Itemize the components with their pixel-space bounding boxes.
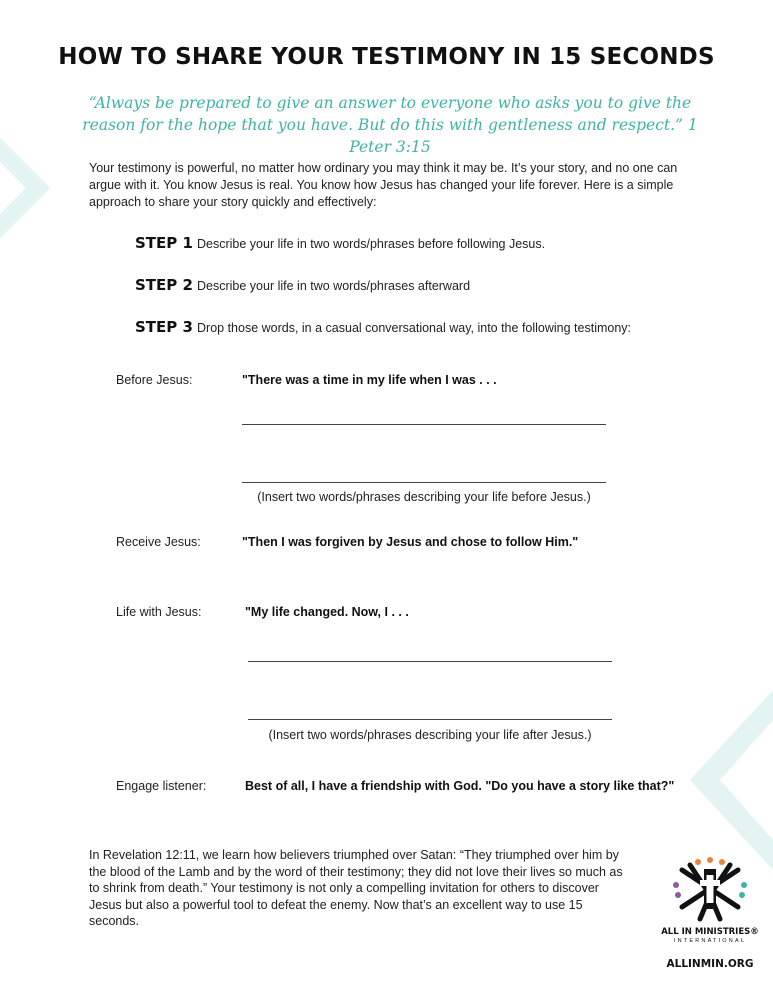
step-3 xyxy=(135,318,631,336)
receive-jesus-statement: "Then I was forgiven by Jesus and chose to follow Him." xyxy=(242,535,579,549)
step-1-text: Describe your life in two words/phrases before following Jesus. xyxy=(197,237,546,251)
right-chevron-decoration xyxy=(690,690,773,880)
after-blank-line-1[interactable] xyxy=(248,661,612,662)
step-1 xyxy=(135,234,545,252)
before-jesus-label: Before Jesus: xyxy=(116,373,193,387)
closing-paragraph: In Revelation 12:11, we learn how believers triumphed over Satan: “They triumphed over him by the blood of the Lamb and by the word of their testimony; they did not love their lives so much as to shrink from death.” Your testimony is not only a compelling invitation for others to discover Jesus but also a powerful tool to defeat the enemy. Now that’s an excellent way to use 15 seconds. xyxy=(89,848,623,928)
scripture-quote: “Always be prepared to give an answer to everyone who asks you to give the reason for the hope that you have. But do this with gentleness and respect.” 1 Peter 3:15 xyxy=(82,94,698,156)
engage-listener-label: Engage listener: xyxy=(116,779,207,793)
step-1-number: STEP 1 xyxy=(135,234,193,252)
before-jesus-hint: (Insert two words/phrases describing your life before Jesus.) xyxy=(257,490,591,504)
life-with-jesus-label: Life with Jesus: xyxy=(116,605,202,619)
step-2-number: STEP 2 xyxy=(135,276,193,294)
before-jesus-statement: "There was a time in my life when I was . . . xyxy=(242,373,497,387)
step-2 xyxy=(135,276,470,294)
brand-name: ALL IN MINISTRIES® xyxy=(661,927,759,937)
website-link[interactable]: ALLINMIN.ORG xyxy=(666,958,754,970)
life-with-jesus-statement: "My life changed. Now, I . . . xyxy=(245,605,409,619)
engage-listener-statement: Best of all, I have a friendship with God. "Do you have a story like that?" xyxy=(245,779,675,793)
step-2-text: Describe your life in two words/phrases afterward xyxy=(197,279,471,293)
life-with-jesus-hint: (Insert two words/phrases describing your life after Jesus.) xyxy=(268,728,592,742)
ministry-logo-icon xyxy=(670,855,750,925)
before-blank-line-2[interactable] xyxy=(242,482,606,483)
before-blank-line-1[interactable] xyxy=(242,424,606,425)
intro-paragraph: Your testimony is powerful, no matter how ordinary you may think it may be. It’s your story, and no one can argue with it. You know Jesus is real. You know how Jesus has changed your life forever. Here is a simple approach to share your story quickly and effectively: xyxy=(89,161,678,209)
receive-jesus-label: Receive Jesus: xyxy=(116,535,201,549)
left-chevron-decoration xyxy=(0,130,60,270)
step-3-text: Drop those words, in a casual conversational way, into the following testimony: xyxy=(197,321,632,335)
step-3-number: STEP 3 xyxy=(135,318,193,336)
after-blank-line-2[interactable] xyxy=(248,719,612,720)
page-title: HOW TO SHARE YOUR TESTIMONY IN 15 SECONDS xyxy=(58,44,715,70)
brand-subtitle: INTERNATIONAL xyxy=(673,938,747,944)
